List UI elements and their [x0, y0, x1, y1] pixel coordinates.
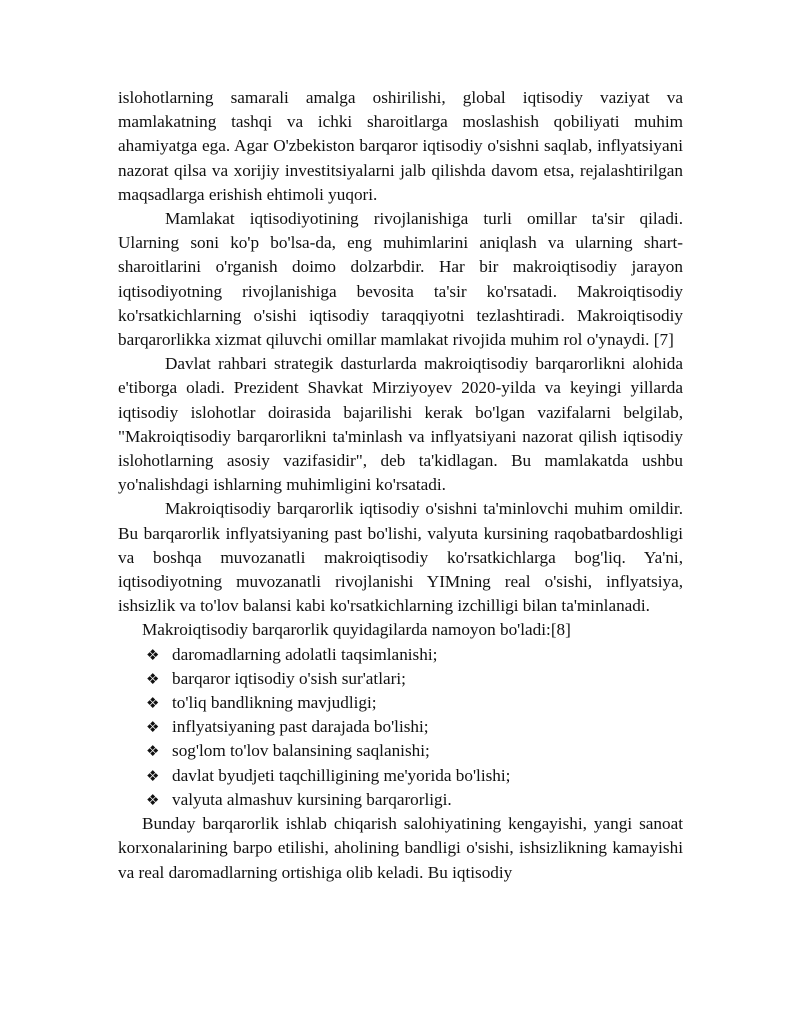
paragraph-4: Makroiqtisodiy barqarorlik iqtisodiy o'sishni ta'minlovchi muhim omildir. Bu barqarorlik inflyatsiyaning past bo'lishi, valyuta kursining raqobatbardoshligi va boshqa muvozanatli makroiqtisodiy ko'rsatkichlarga bog'liq. Ya'ni, iqtisodiyotning muvozanatli rivojlanishi YIMning real o'sishi, inflyatsiya, ishsizlik va to'lov balansi kabi ko'rsatkichlarning izchilligi bilan ta'minlanadi.	[118, 499, 683, 616]
list-item-text: barqaror iqtisodiy o'sish sur'atlari;	[172, 668, 406, 688]
bullet-list	[118, 643, 683, 812]
list-item-text: to'liq bandlikning mavjudligi;	[172, 693, 377, 713]
list-intro: Makroiqtisodiy barqarorlik quyidagilarda namoyon bo'ladi:[8]	[142, 620, 571, 640]
list-item	[146, 788, 683, 812]
list-item-text: valyuta almashuv kursining barqarorligi.	[172, 789, 452, 809]
document-page	[118, 86, 683, 885]
diamond-bullet-icon: ❖	[146, 718, 160, 737]
diamond-bullet-icon: ❖	[146, 669, 160, 688]
list-item	[146, 667, 683, 691]
diamond-bullet-icon: ❖	[146, 766, 160, 785]
paragraph-2: Mamlakat iqtisodiyotining rivojlanishiga turli omillar ta'sir qiladi. Ularning soni ko'p bo'lsa-da, eng muhimlarini aniqlash va ularning shart-sharoitlarini o'rganish doimo dolzarbdir. Har bir makroiqtisodiy jarayon iqtisodiyotning rivojlanishiga bevosita ta'sir ko'rsatadi. Makroiqtisodiy ko'rsatkichlarning o'sishi iqtisodiy taraqqiyotni tezlashtiradi. Makroiqtisodiy barqarorlikka xizmat qiluvchi omillar mamlakat rivojida muhim rol o'ynaydi. [7]	[118, 209, 683, 350]
diamond-bullet-icon: ❖	[146, 742, 160, 761]
closing-paragraph: Bunday barqarorlik ishlab chiqarish salohiyatining kengayishi, yangi sanoat korxonalarining barpo etilishi, aholining bandligi o'sishi, ishsizlikning kamayishi va real daromadlarning ortishiga olib keladi. Bu iqtisodiy	[118, 814, 683, 882]
list-item	[146, 739, 683, 763]
list-item	[146, 643, 683, 667]
list-item	[146, 764, 683, 788]
list-item	[146, 715, 683, 739]
list-item-text: inflyatsiyaning past darajada bo'lishi;	[172, 717, 429, 737]
list-item-text: sog'lom to'lov balansining saqlanishi;	[172, 741, 430, 761]
diamond-bullet-icon: ❖	[146, 694, 160, 713]
paragraph-3: Davlat rahbari strategik dasturlarda makroiqtisodiy barqarorlikni alohida e'tiborga oladi. Prezident Shavkat Mirziyoyev 2020-yilda va keyingi yillarda iqtisodiy islohotlar doirasida bajarilishi kerak bo'lgan vazifalarni belgilab, "Makroiqtisodiy barqarorlikni ta'minlash va inflyatsiyani nazorat qilish iqtisodiy islohotlarning asosiy vazifasidir", deb ta'kidlagan. Bu mamlakatda ushbu yo'nalishdagi ishlarning muhimligini ko'rsatadi.	[118, 354, 683, 495]
list-item-text: daromadlarning adolatli taqsimlanishi;	[172, 644, 438, 664]
diamond-bullet-icon: ❖	[146, 790, 160, 809]
list-item	[146, 691, 683, 715]
list-item-text: davlat byudjeti taqchilligining me'yorida bo'lishi;	[172, 765, 511, 785]
paragraph-1: islohotlarning samarali amalga oshirilishi, global iqtisodiy vaziyat va mamlakatning tashqi va ichki sharoitlarga moslashish qobiliyati muhim ahamiyatga ega. Agar O'zbekiston barqaror iqtisodiy o'sishni saqlab, inflyatsiyani nazorat qilsa va xorijiy investitsiyalarni jalb qilishda davom etsa, rejalashtirilgan maqsadlarga erishish ehtimoli yuqori.	[118, 88, 683, 204]
diamond-bullet-icon: ❖	[146, 645, 160, 664]
